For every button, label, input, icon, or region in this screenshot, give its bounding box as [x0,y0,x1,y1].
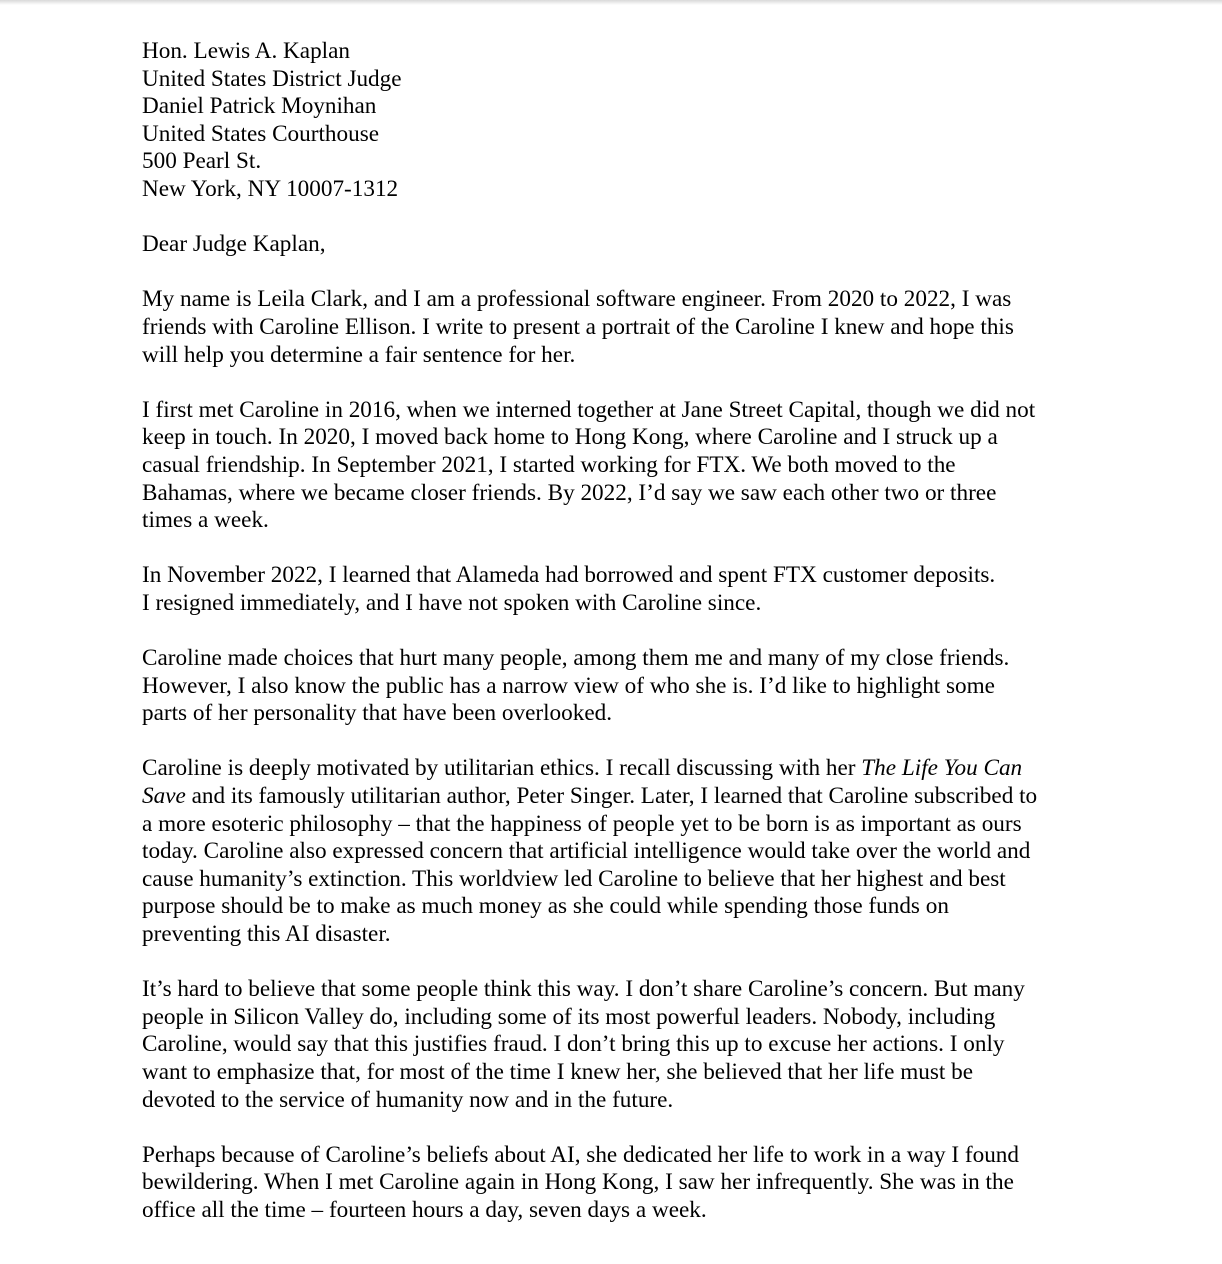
street-address: 500 Pearl St. [142,148,262,175]
paragraph-silicon-valley [142,976,1102,1114]
paragraph-line [142,755,1102,783]
paragraph-line: Perhaps because of Caroline’s beliefs about AI, she dedicated her life to work in a way I found [142,1141,1019,1168]
paragraph-introduction [142,286,1102,369]
paragraph-line: will help you determine a fair sentence for her. [142,341,576,368]
paragraph-line: purpose should be to make as much money as she could while spending those funds on [142,893,949,920]
paragraph-choices [142,645,1102,728]
paragraph-line: However, I also know the public has a narrow view of who she is. I’d like to highlight some [142,672,995,699]
paragraph-line: Caroline, would say that this justifies fraud. I don’t bring this up to excuse her actions. I only [142,1031,1005,1058]
paragraph-line: friends with Caroline Ellison. I write to present a portrait of the Caroline I knew and hope this [142,313,1014,340]
paragraph-work-habits [142,1142,1102,1225]
paragraph-text: Caroline is deeply motivated by utilitarian ethics. I recall discussing with her [142,755,862,782]
paragraph-text: and its famously utilitarian author, Peter Singer. Later, I learned that Caroline subscribed to [185,783,1038,810]
paragraph-line: cause humanity’s extinction. This worldview led Caroline to believe that her highest and best [142,865,1006,892]
paragraph-utilitarian [142,755,1102,948]
courthouse-line: United States Courthouse [142,120,380,147]
recipient-title: United States District Judge [142,65,402,92]
book-title: The Life You Can [861,755,1023,782]
page-top-edge [0,0,1222,5]
recipient-address-block [142,38,1102,204]
paragraph-line: want to emphasize that, for most of the time I knew her, she believed that her life must be [142,1058,973,1085]
paragraph-line: office all the time – fourteen hours a day, seven days a week. [142,1196,707,1223]
paragraph-history [142,397,1102,535]
paragraph-line: bewildering. When I met Caroline again in Hong Kong, I saw her infrequently. She was in the [142,1169,1014,1196]
paragraph-line: Bahamas, where we became closer friends. By 2022, I’d say we saw each other two or three [142,479,997,506]
paragraph-line: today. Caroline also expressed concern that artificial intelligence would take over the world and [142,838,1031,865]
paragraph-line: casual friendship. In September 2021, I started working for FTX. We both moved to the [142,451,956,478]
paragraph-line: people in Silicon Valley do, including some of its most powerful leaders. Nobody, including [142,1003,996,1030]
salutation [142,231,1102,259]
paragraph-line: I resigned immediately, and I have not spoken with Caroline since. [142,589,762,616]
paragraph-line: preventing this AI disaster. [142,921,391,947]
recipient-name: Hon. Lewis A. Kaplan [142,38,351,64]
paragraph-resignation [142,562,1102,617]
courthouse-name: Daniel Patrick Moynihan [142,93,377,120]
paragraph-line: In November 2022, I learned that Alameda had borrowed and spent FTX customer deposits. [142,562,996,589]
salutation-text: Dear Judge Kaplan, [142,231,326,258]
book-title: Save [142,783,186,810]
paragraph-line: keep in touch. In 2020, I moved back home to Hong Kong, where Caroline and I struck up a [142,424,998,451]
paragraph-line: Caroline made choices that hurt many people, among them me and many of my close friends. [142,645,1010,672]
paragraph-line: It’s hard to believe that some people think this way. I don’t share Caroline’s concern. But many [142,976,1025,1003]
paragraph-line: devoted to the service of humanity now and in the future. [142,1086,674,1113]
paragraph-line: a more esoteric philosophy – that the happiness of people yet to be born is as important as ours [142,810,1022,837]
paragraph-line: times a week. [142,507,269,534]
paragraph-line: parts of her personality that have been overlooked. [142,700,613,727]
city-state-zip: New York, NY 10007-1312 [142,175,399,202]
paragraph-line [142,783,1102,811]
paragraph-line: I first met Caroline in 2016, when we interned together at Jane Street Capital, though we did not [142,396,1036,423]
paragraph-line: My name is Leila Clark, and I am a professional software engineer. From 2020 to 2022, I was [142,286,1012,313]
letter-page [142,38,1102,1252]
